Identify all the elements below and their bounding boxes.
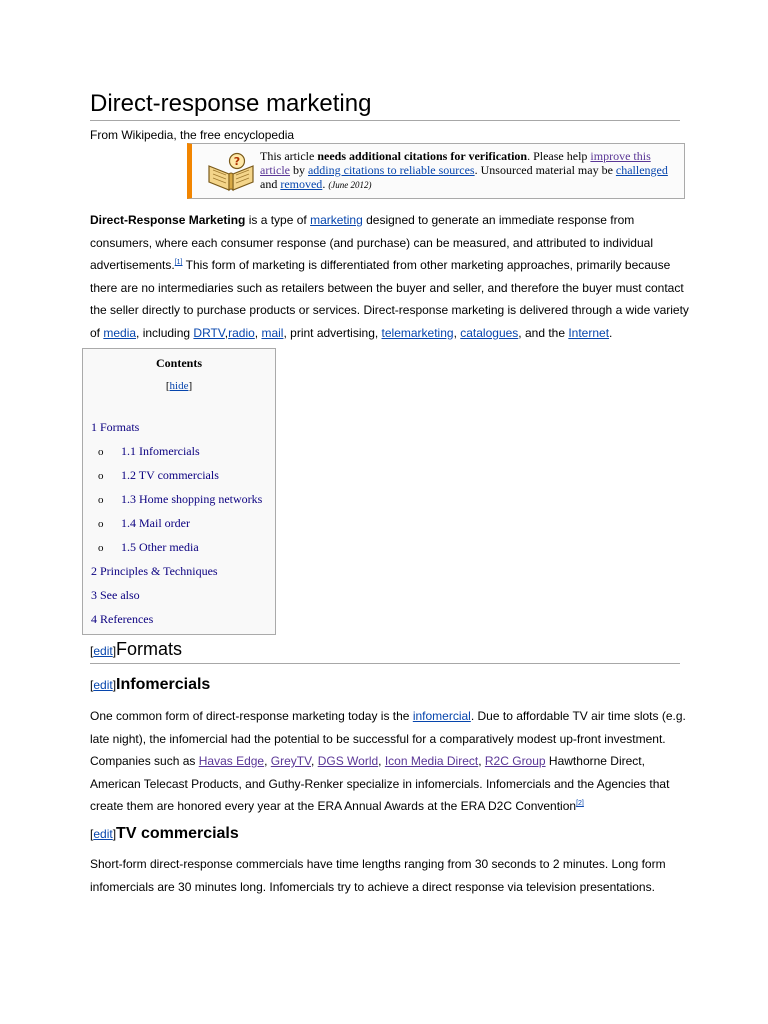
intro-text: is a type of bbox=[245, 213, 311, 227]
toc-item-formats[interactable] bbox=[91, 420, 139, 435]
section-heading-tv-commercials bbox=[90, 823, 680, 845]
toc-bracket: [ bbox=[165, 380, 170, 392]
removed-link[interactable]: removed bbox=[280, 177, 323, 191]
catalogues-link[interactable]: catalogues bbox=[460, 325, 519, 340]
toc-item-infomercials[interactable] bbox=[98, 444, 200, 459]
toc-item-mail-order[interactable] bbox=[98, 516, 190, 531]
section-title: TV commercials bbox=[116, 825, 239, 842]
edit-bracket: [ bbox=[90, 827, 94, 841]
para-text: Hawthorne Direct, American Telecast Products, and Guthy-Renker specialize in infomercials. Infomercials and the Agencies that create them are honored every year at the ERA Annual Awards at the ERA D2C Convention bbox=[90, 754, 670, 813]
intro-text: , bbox=[453, 325, 461, 340]
drtv-link[interactable]: DRTV bbox=[193, 325, 225, 340]
toc-item-home-shopping[interactable] bbox=[98, 492, 262, 507]
tv-commercials-paragraph: Short-form direct-response commercials have time lengths ranging from 30 seconds to 2 minutes. Long form infomercials are 30 minutes long. Infomercials try to achieve a direct response via television presentations. bbox=[90, 857, 666, 894]
intro-text: , bbox=[224, 325, 229, 340]
citation-notice-box bbox=[187, 143, 685, 199]
marketing-link[interactable]: marketing bbox=[310, 213, 363, 227]
toc-item-label[interactable]: 3 See also bbox=[91, 588, 140, 602]
table-of-contents bbox=[82, 348, 276, 635]
citation-notice-text bbox=[260, 149, 675, 192]
challenged-link[interactable]: challenged bbox=[615, 163, 668, 177]
edit-section bbox=[90, 644, 116, 658]
toc-bullet: o bbox=[98, 470, 104, 482]
toc-item-label[interactable]: 1.1 Infomercials bbox=[121, 444, 200, 458]
edit-bracket: ] bbox=[112, 827, 117, 841]
icon-media-direct-link[interactable]: Icon Media Direct bbox=[384, 754, 479, 768]
section-title: Infomercials bbox=[116, 676, 211, 693]
toc-item-label[interactable]: 1.3 Home shopping networks bbox=[121, 492, 263, 506]
telemarketing-link[interactable]: telemarketing bbox=[381, 325, 454, 340]
r2c-group-link[interactable]: R2C Group bbox=[484, 754, 546, 768]
infomercials-paragraph bbox=[90, 705, 690, 818]
adding-citations-link[interactable]: adding citations to reliable sources bbox=[307, 163, 475, 177]
para-text: , bbox=[311, 754, 318, 768]
toc-item-other-media[interactable] bbox=[98, 540, 199, 555]
section-heading-infomercials bbox=[90, 674, 680, 696]
toc-item-label[interactable]: 1.2 TV commercials bbox=[121, 468, 219, 482]
svg-text:?: ? bbox=[233, 155, 241, 168]
notice-text: This article bbox=[260, 149, 318, 163]
intro-bold-term: Direct-Response Marketing bbox=[90, 213, 246, 227]
section-heading-formats bbox=[90, 637, 680, 664]
toc-bullet: o bbox=[98, 518, 104, 530]
edit-link[interactable]: edit bbox=[93, 678, 113, 692]
toc-item-label[interactable]: 2 Principles & Techniques bbox=[91, 564, 218, 578]
toc-title: Contents bbox=[155, 356, 202, 370]
greytv-link[interactable]: GreyTV bbox=[270, 754, 312, 768]
reference-1-link[interactable]: [1] bbox=[174, 259, 183, 266]
notice-text: by bbox=[289, 163, 308, 177]
para-text: , bbox=[264, 754, 271, 768]
para-text: One common form of direct-response marketing today is the bbox=[90, 709, 413, 723]
toc-hide-link[interactable]: hide bbox=[169, 380, 189, 392]
toc-item-see-also[interactable] bbox=[91, 588, 140, 603]
intro-text: , and the bbox=[518, 325, 569, 340]
edit-section bbox=[90, 678, 116, 692]
toc-item-principles[interactable] bbox=[91, 564, 218, 579]
intro-text: , including bbox=[136, 325, 194, 340]
notice-text: and bbox=[260, 177, 281, 191]
toc-item-label[interactable]: 1 Formats bbox=[91, 420, 140, 434]
edit-bracket: [ bbox=[90, 644, 94, 658]
edit-link[interactable]: edit bbox=[93, 827, 113, 841]
internet-link[interactable]: Internet bbox=[568, 325, 610, 340]
intro-text: designed to generate an immediate response from consumers, where each consumer response (and purchase) can be measured, and attributed to individual advertisements. bbox=[90, 213, 653, 272]
toc-bullet: o bbox=[98, 542, 104, 554]
notice-text: . bbox=[322, 177, 326, 191]
intro-paragraph bbox=[90, 209, 690, 344]
page-title: Direct-response marketing bbox=[90, 88, 680, 121]
edit-bracket: ] bbox=[112, 678, 117, 692]
toc-bracket: ] bbox=[188, 380, 193, 392]
toc-bullet: o bbox=[98, 446, 104, 458]
toc-hide-toggle bbox=[83, 380, 275, 392]
para-text: . Due to affordable TV air time slots (e.g. late night), the infomercial had the potential to be successful for a comparatively modest up-front investment. Companies such as bbox=[90, 709, 686, 768]
edit-section bbox=[90, 827, 116, 841]
notice-bold-text: needs additional citations for verification bbox=[317, 149, 528, 163]
mail-link[interactable]: mail bbox=[261, 325, 284, 340]
para-text: , bbox=[378, 754, 385, 768]
toc-item-references[interactable] bbox=[91, 612, 153, 627]
intro-text: , print advertising, bbox=[283, 325, 382, 340]
toc-item-label[interactable]: 1.5 Other media bbox=[121, 540, 199, 554]
toc-item-tv-commercials[interactable] bbox=[98, 468, 219, 483]
media-link[interactable]: media bbox=[103, 325, 137, 340]
intro-text: This form of marketing is differentiated from other marketing approaches, primarily because there are no intermediaries such as retailers between the buyer and seller, and therefore the buyer must contact the seller directly to purchase products or services. Direct-response marketing is delivered through a wide variety of bbox=[90, 258, 689, 340]
site-tagline: From Wikipedia, the free encyclopedia bbox=[90, 128, 295, 142]
intro-text: . bbox=[609, 325, 613, 340]
notice-text: . Please help bbox=[527, 149, 591, 163]
edit-bracket: ] bbox=[112, 644, 117, 658]
reference-2-link[interactable]: [2] bbox=[576, 800, 584, 807]
dgs-world-link[interactable]: DGS World bbox=[317, 754, 379, 768]
toc-item-label[interactable]: 1.4 Mail order bbox=[121, 516, 190, 530]
open-book-question-icon bbox=[205, 152, 257, 192]
edit-link[interactable]: edit bbox=[93, 644, 113, 658]
radio-link[interactable]: radio bbox=[228, 325, 255, 340]
havas-edge-link[interactable]: Havas Edge bbox=[198, 754, 265, 768]
para-text: , bbox=[478, 754, 485, 768]
notice-text: . Unsourced material may be bbox=[474, 163, 616, 177]
infomercial-link[interactable]: infomercial bbox=[412, 709, 471, 723]
toc-item-label[interactable]: 4 References bbox=[91, 612, 154, 626]
section-title: Formats bbox=[116, 639, 183, 659]
edit-bracket: [ bbox=[90, 678, 94, 692]
toc-bullet: o bbox=[98, 494, 104, 506]
improve-article-link[interactable]: improve this article bbox=[260, 149, 651, 177]
intro-text: , bbox=[254, 325, 262, 340]
notice-date: (June 2012) bbox=[328, 180, 372, 190]
